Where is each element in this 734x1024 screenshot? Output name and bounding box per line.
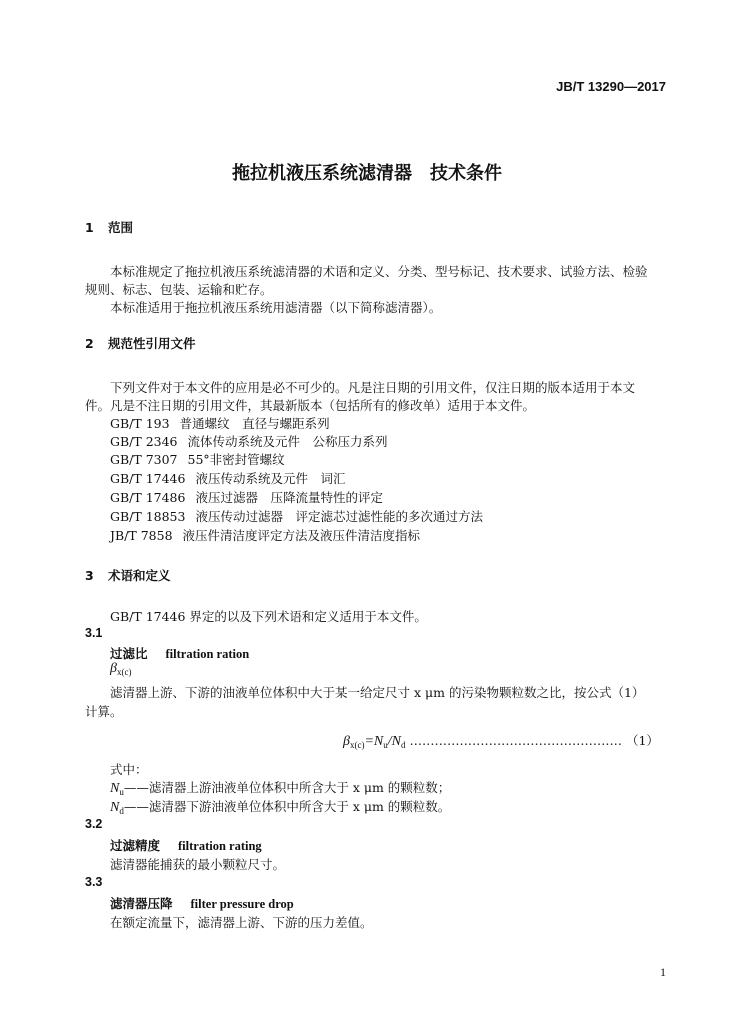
paragraph-line: 本标准规定了拖拉机液压系统滤清器的术语和定义、分类、型号标记、技术要求、试验方法、检验 (110, 264, 648, 279)
variable-letter: N (110, 800, 120, 815)
variable-description: ——滤清器下游油液单位体积中所含大于 x μm 的颗粒数。 (123, 799, 451, 814)
variable-nd-line (110, 797, 450, 816)
reference-title: 普通螺纹 直径与螺距系列 (179, 416, 330, 431)
reference-title: 液压传动过滤器 评定滤芯过滤性能的多次通过方法 (195, 509, 483, 524)
variable-nu-line (110, 778, 450, 797)
formula-subscript: u (383, 740, 388, 750)
paragraph-line: GB/T 17446 界定的以及下列术语和定义适用于本文件。 (110, 609, 427, 624)
symbol-beta: β (110, 661, 117, 676)
term-heading (110, 894, 294, 912)
reference-item (110, 526, 420, 544)
variable-letter: N (110, 781, 120, 796)
paragraph-line: 件。凡是不注日期的引用文件，其最新版本（包括所有的修改单）适用于本文件。 (85, 398, 536, 413)
term-en: filtration ration (165, 647, 250, 661)
reference-item (110, 507, 483, 525)
term-cn: 滤清器压降 (110, 896, 173, 911)
section-number: 3 (85, 568, 94, 583)
formula-1 (343, 731, 659, 750)
where-label: 式中： (110, 762, 148, 777)
reference-item (110, 414, 330, 432)
formula-subscript: d (401, 740, 406, 750)
term-number: 3.3 (85, 875, 103, 889)
formula-leader-dots: …………………………………………… (409, 733, 622, 748)
term-number: 3.2 (85, 817, 103, 831)
term-symbol (110, 661, 131, 677)
section-title: 范围 (108, 220, 134, 235)
formula-subscript: x(c) (349, 740, 365, 750)
reference-code: JB/T 7858 (110, 528, 173, 543)
term-en: filtration rating (178, 839, 262, 853)
reference-item (110, 469, 345, 487)
paragraph-line: 滤清器能捕获的最小颗粒尺寸。 (110, 857, 286, 872)
document-title: 拖拉机液压系统滤清器 技术条件 (232, 163, 502, 184)
term-heading (110, 836, 262, 854)
term-number: 3.1 (85, 626, 103, 640)
reference-title: 液压过滤器 压降流量特性的评定 (195, 490, 383, 505)
formula-nu: =N (364, 734, 384, 749)
reference-code: GB/T 17486 (110, 490, 186, 505)
variable-description: ——滤清器上游油液单位体积中所含大于 x μm 的颗粒数； (123, 780, 451, 795)
reference-code: GB/T 2346 (110, 434, 178, 449)
paragraph-line: 本标准适用于拖拉机液压系统用滤清器（以下简称滤清器）。 (110, 300, 442, 315)
reference-item (110, 450, 285, 468)
standard-number: JB/T 13290—2017 (556, 79, 666, 94)
formula-nd: /N (387, 734, 402, 749)
reference-code: GB/T 18853 (110, 509, 186, 524)
reference-title: 55°非密封管螺纹 (187, 452, 285, 467)
variable-subscript: u (119, 787, 124, 797)
formula-number: （1） (625, 733, 659, 748)
paragraph-line: 在额定流量下，滤清器上游、下游的压力差值。 (110, 915, 373, 930)
section-number: 1 (85, 220, 94, 235)
reference-item (110, 488, 383, 506)
paragraph-line: 规则、标志、包装、运输和贮存。 (85, 282, 273, 297)
section-title: 术语和定义 (108, 568, 171, 583)
paragraph-line: 计算。 (85, 704, 123, 719)
page-number: 1 (660, 965, 666, 979)
formula-beta: β (343, 734, 350, 749)
paragraph-line: 滤清器上游、下游的油液单位体积中大于某一给定尺寸 x μm 的污染物颗粒数之比，按公式（1） (110, 685, 645, 700)
reference-title: 流体传动系统及元件 公称压力系列 (187, 434, 388, 449)
term-cn: 过滤精度 (110, 838, 161, 853)
reference-item (110, 432, 388, 450)
reference-code: GB/T 7307 (110, 452, 178, 467)
paragraph-line: 下列文件对于本文件的应用是必不可少的。凡是注日期的引用文件，仅注日期的版本适用于本文 (110, 380, 636, 395)
reference-code: GB/T 17446 (110, 471, 186, 486)
reference-title: 液压传动系统及元件 词汇 (195, 471, 346, 486)
section-title: 规范性引用文件 (108, 336, 196, 351)
section-number: 2 (85, 336, 94, 351)
reference-code: GB/T 193 (110, 416, 170, 431)
section-3-heading (85, 566, 171, 584)
symbol-subscript: x(c) (116, 667, 132, 677)
variable-subscript: d (119, 806, 124, 816)
term-cn: 过滤比 (110, 646, 148, 661)
section-1-heading (85, 218, 133, 236)
term-en: filter pressure drop (190, 897, 294, 911)
term-heading (110, 644, 249, 662)
section-2-heading (85, 334, 196, 352)
reference-title: 液压件清洁度评定方法及液压件清洁度指标 (182, 528, 421, 543)
